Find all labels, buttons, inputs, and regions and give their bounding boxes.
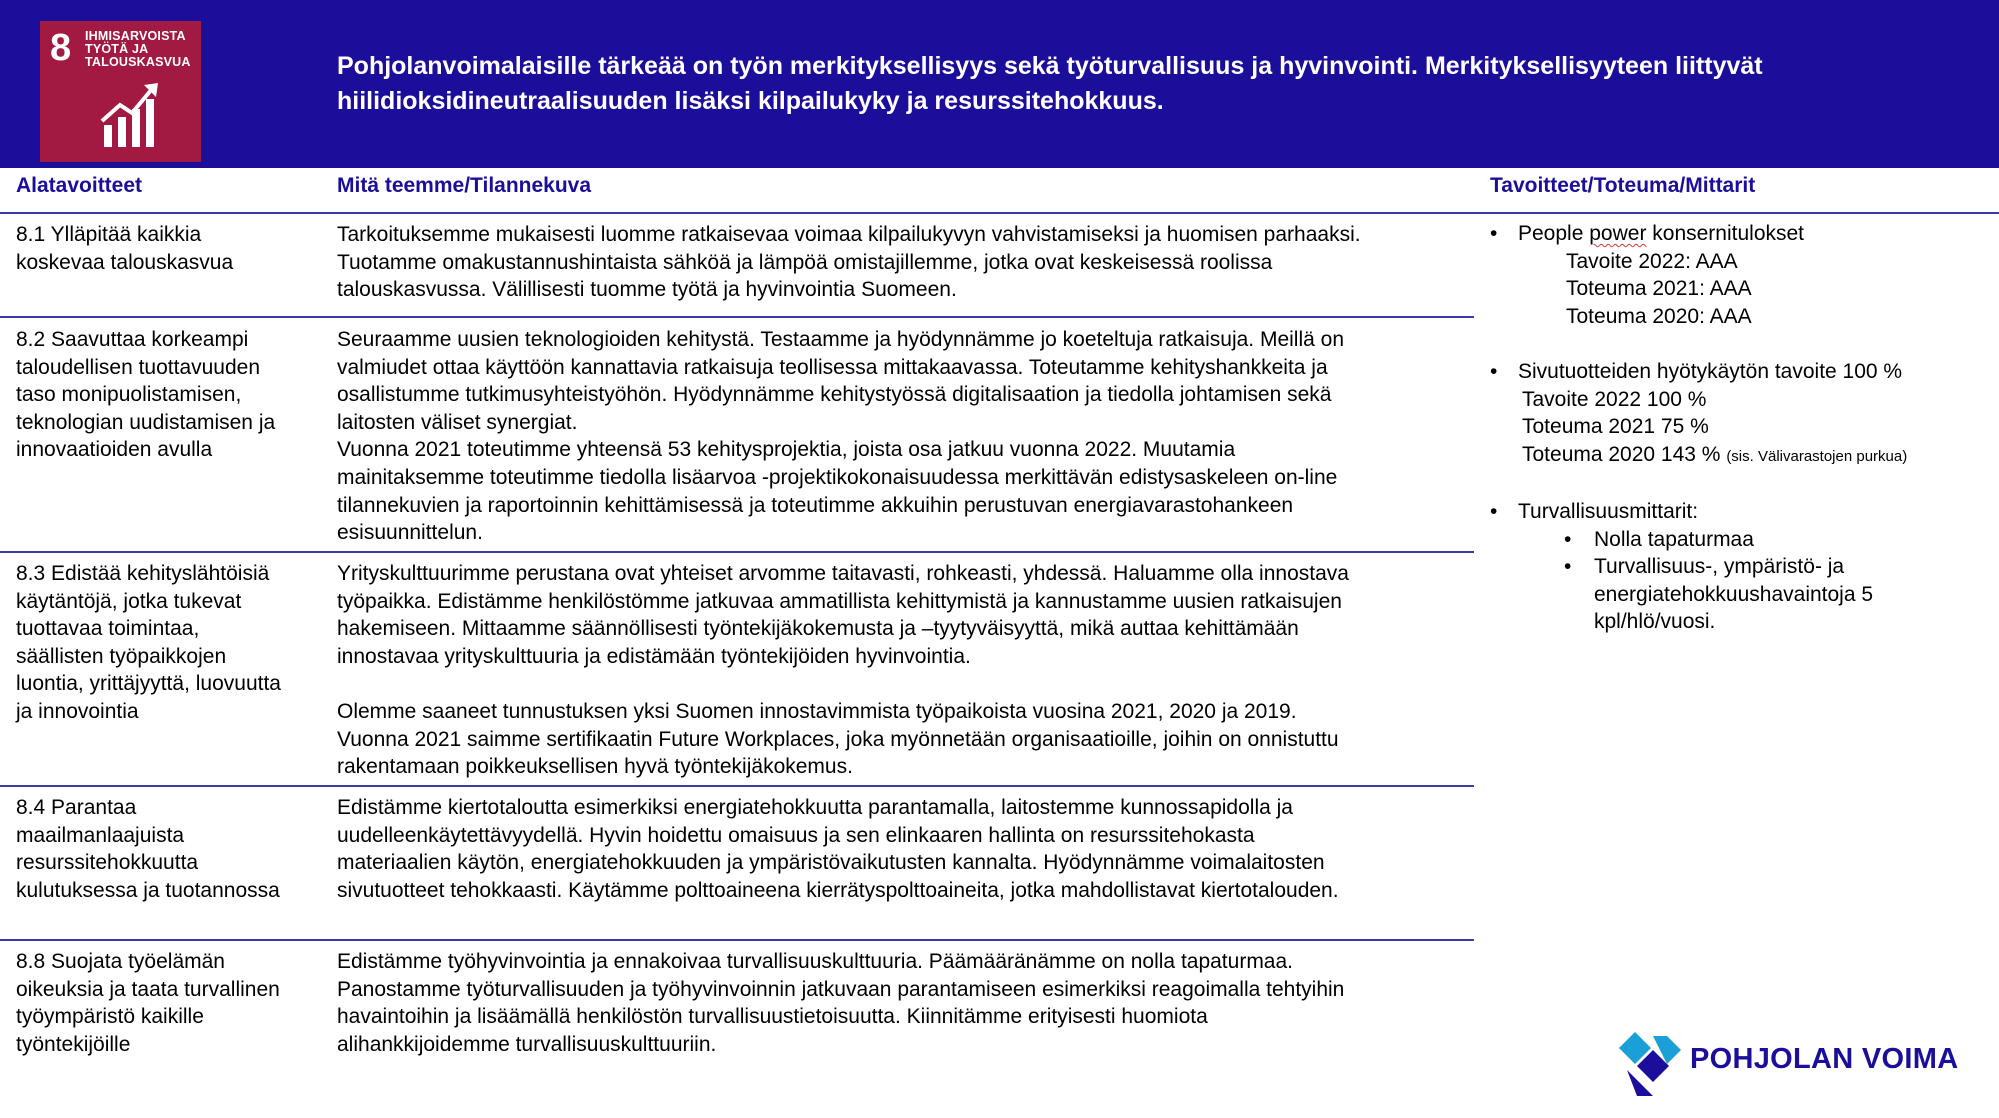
- metric-line: Toteuma 2020: AAA: [1566, 304, 1752, 328]
- row-divider: [0, 551, 1474, 553]
- metric-group-safety: [1490, 498, 1907, 636]
- target-8-8: 8.8 Suojata työelämän oikeuksia ja taata turvallinen työympäristö kaikille työntekijöille: [16, 950, 280, 1056]
- pohjolan-voima-logo-icon: [1617, 1030, 1683, 1096]
- row-divider: [0, 785, 1474, 787]
- sub-bullet-text: Turvallisuus-, ympäristö- ja energiatehokkuushavaintoja 5 kpl/hlö/vuosi.: [1594, 555, 1874, 634]
- sub-bullet-item: [1490, 526, 1907, 554]
- description-8-8: Edistämme työhyvinvointia ja ennakoivaa turvallisuuskulttuuria. Päämääränämme on nolla tapaturmaa. Panostamme työturvallisuuden ja työhyvinvoinnin jatkuvaan parantamiseen esimerkiksi reagoimalla tehtyihin havaintoihin ja lisäämällä henkilöstön turvallisuustietoisuutta. Kiinnitämme erityisesti huomiota alihankkijoidemme turvallisuuskulttuuriin.: [337, 950, 1345, 1056]
- metric-title-suffix: konsernitulokset: [1646, 222, 1805, 245]
- bullet-icon: •: [1564, 555, 1572, 579]
- header-banner: [0, 0, 1999, 168]
- target-8-4: 8.4 Parantaa maailmanlaajuista resurssitehokkuutta kulutuksessa ja tuotannossa: [16, 796, 280, 902]
- metric-line-value: Toteuma 2020 143 %: [1522, 442, 1727, 466]
- description-8-2: Seuraamme uusien teknologioiden kehitystä. Testaamme ja hyödynnämme jo koeteltuja ratkaisuja. Meillä on valmiudet ottaa käyttöön kannattavia ratkaisuja teollisessa mittakaavassa. Toteutamme kehityshankkeita ja osallistumme tutkimusyhteistyöhön. Hyödynnämme kehitystyössä digitalisaation ja tiedolla johtamisen sekä laitosten väliset synergiat. Vuonna 2021 toteutimme yhteensä 53 kehitysprojektia, joista osa jatkuu vuonna 2022. Muutamia mainitaksemme toteutimme tiedolla lisäarvoa -projektikokonaisuudessa merkittävän edistysaskeleen on-line tilannekuvien ja raportoinnin kehittämisessä ja toteutimme akkuihin perustuvan energiavarastohankeen esisuunnittelun.: [337, 328, 1344, 545]
- metric-line: Toteuma 2021: AAA: [1566, 277, 1752, 301]
- bullet-icon: •: [1490, 359, 1498, 383]
- header-statement: Pohjolanvoimalaisille tärkeää on työn merkityksellisyys sekä työturvallisuus ja hyvinvointi. Merkityksellisyyteen liittyvät hiilidioksidineutraalisuuden lisäksi kilpailukyky ja resurssitehokkuus.: [337, 52, 1763, 115]
- sub-bullet-item: [1490, 553, 1907, 636]
- column-header-actions: Mitä teemme/Tilannekuva: [337, 174, 592, 197]
- metric-title-prefix: People: [1518, 222, 1590, 245]
- metric-line: [1490, 441, 1907, 471]
- target-8-2: 8.2 Saavuttaa korkeampi taloudellisen tuottavuuden taso monipuolistamisen, teknologian uudistamisen ja innovaatioiden avulla: [16, 328, 276, 462]
- logo-text: POHJOLAN VOIMA: [1690, 1043, 1959, 1075]
- metric-line: Toteuma 2021 75 %: [1522, 415, 1709, 439]
- metric-group-results: [1490, 220, 1907, 330]
- metric-line: Tavoite 2022: AAA: [1566, 249, 1738, 273]
- metrics-column: [1490, 220, 1907, 636]
- sdg-title: IHMISARVOISTA TYÖTÄ JA TALOUSKASVUA: [85, 29, 191, 69]
- metric-group-byproducts: [1490, 358, 1907, 470]
- description-8-4: Edistämme kiertotaloutta esimerkiksi energiatehokkuutta parantamalla, laitostemme kunnossapidolla ja uudelleenkäytettävyydellä. Hyvin hoidettu omaisuus ja sen elinkaaren hallinta on resurssitehokasta materiaalien käytön, energiatehokkuuden ja ympäristövaikutusten kannalta. Hyödynnämme voimalaitosten sivutuotteet tehokkaasti. Käytämme polttoaineena kierrätyspolttoaineita, jotka mahdollistavat kiertotalouden.: [337, 796, 1339, 902]
- metric-note: (sis. Välivarastojen purkua): [1726, 447, 1908, 465]
- row-divider: [0, 939, 1474, 941]
- sdg-number: 8: [50, 27, 72, 69]
- column-header-targets: Alatavoitteet: [16, 174, 143, 197]
- growth-chart-icon: [100, 81, 162, 149]
- target-8-1: 8.1 Ylläpitää kaikkia koskevaa talouskasvua: [16, 223, 234, 274]
- row-divider: [0, 316, 1474, 318]
- bullet-icon: •: [1564, 527, 1572, 551]
- sub-bullet-text: Nolla tapaturmaa: [1594, 527, 1754, 551]
- column-header-metrics: Tavoitteet/Toteuma/Mittarit: [1490, 174, 1756, 197]
- description-8-3: Yrityskulttuurimme perustana ovat yhteiset arvomme taitavasti, rohkeasti, yhdessä. Haluamme olla innostava työpaikka. Edistämme henkilöstömme jatkuvaa ammatillista kehittymistä ja kannustamme uusien ratkaisujen hakemiseen. Mittaamme säännöllisesti työntekijäkokemusta ja –tyytyväisyyttä, mikä auttaa kehittämään innostavaa yrityskulttuuria ja edistämään työntekijöiden hyvinvointia. Olemme saaneet tunnustuksen yksi Suomen innostavimmista työpaikoista vuosina 2021, 2020 ja 2019. Vuonna 2021 saimme sertifikaatin Future Workplaces, joka myönnetään organisaatioille, joihin on onnistuttu rakentamaan poikkeuksellisen hyvä työntekijäkokemus.: [337, 562, 1349, 779]
- metric-title: Turvallisuusmittarit:: [1518, 499, 1699, 523]
- metric-title: Sivutuotteiden hyötykäytön tavoite 100 %: [1518, 359, 1903, 383]
- metric-title: [1490, 220, 1907, 248]
- bullet-icon: •: [1490, 222, 1498, 245]
- metric-title-word: power: [1589, 222, 1647, 245]
- metric-line: Tavoite 2022 100 %: [1522, 387, 1707, 411]
- bullet-icon: •: [1490, 499, 1498, 523]
- sdg-goal-8-badge: [40, 21, 201, 162]
- row-divider: [0, 212, 1999, 214]
- target-8-3: 8.3 Edistää kehityslähtöisiä käytäntöjä, jotka tukevat tuottavaa toimintaa, säällisten työpaikkojen luontia, yrittäjyyttä, luovuutta ja innovointia: [16, 562, 281, 723]
- description-8-1: Tarkoituksemme mukaisesti luomme ratkaisevaa voimaa kilpailukyvyn vahvistamiseksi ja huomisen parhaaksi. Tuotamme omakustannushintaista sähköä ja lämpöä omistajillemme, jotka ovat keskeisessä roolissa talouskasvussa. Välillisesti tuomme työtä ja hyvinvointia Suomeen.: [337, 223, 1361, 302]
